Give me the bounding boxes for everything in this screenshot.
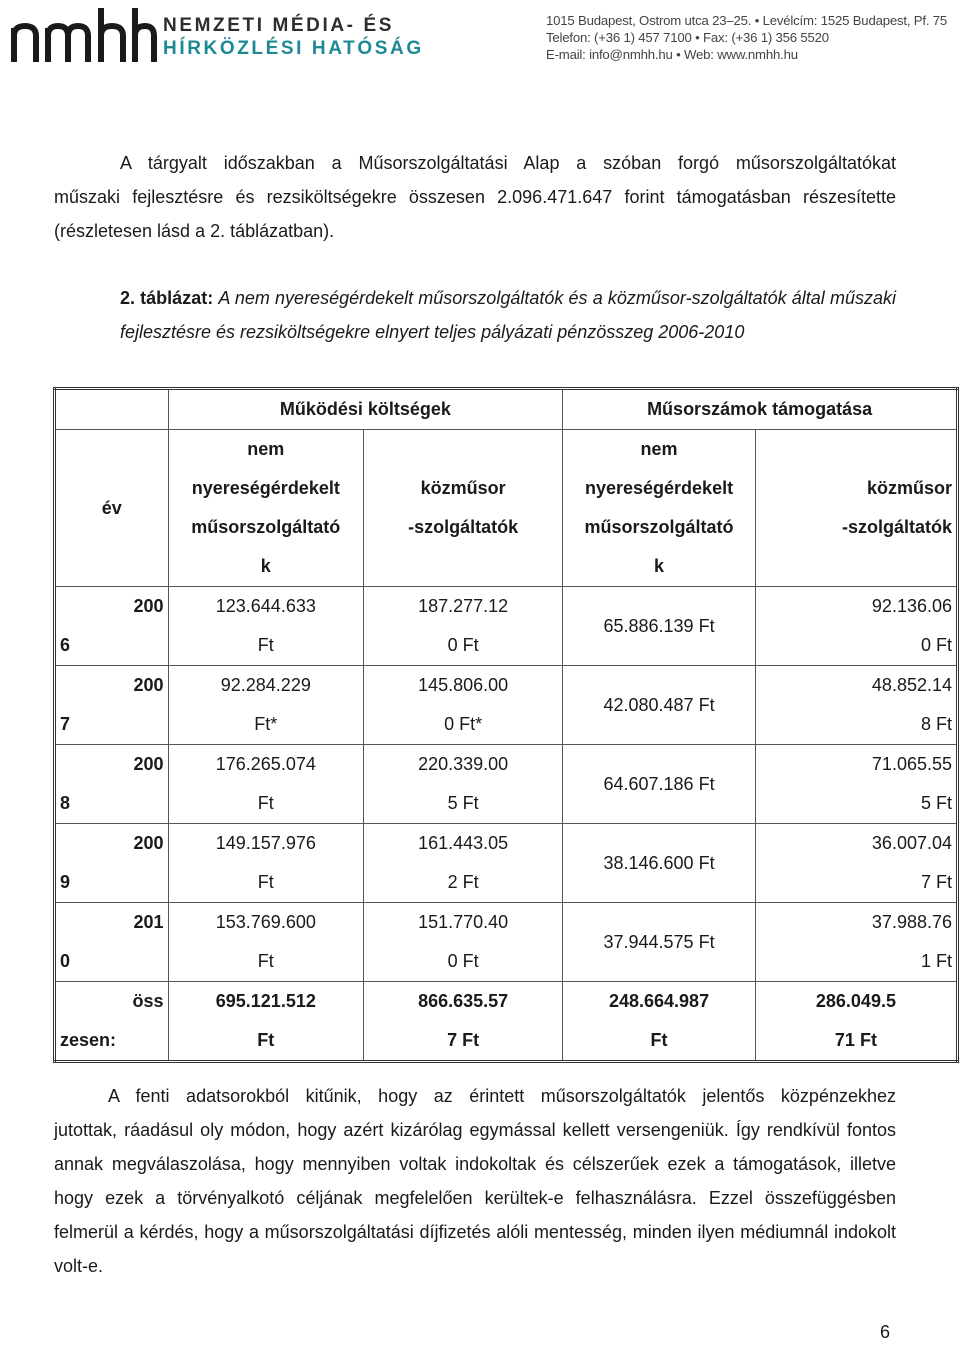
col-header-public-op: közműsor -szolgáltatók [364,430,563,587]
nmhh-logo [8,4,158,68]
intro-line-1: A tárgyalt időszakban a Műsorszolgáltatási Alap a szóban forgó műsorszolgáltatókat [120,153,896,173]
operating-public-cell: 145.806.00 0 Ft* [364,666,563,745]
page-number: 6 [880,1322,891,1342]
closing-rest: jutottak, ráadásul oly módon, hogy azért kizárólag egymással kellett versengeniük. Így rendkívül fontos annak megválaszolása, hogy mennyiben voltak indokoltak és célszerűek ezek a támogatások, illetve hogy ezek a törvényalkotó céljának megfelelően kerültek-e felhasználásra. Ezzel összefüggésben felmerül a kérdés, hogy a műsorszolgáltatási díjfizetés alóli mentesség, minden ilyen médiumnál indokolt volt-e. [54,1120,896,1276]
col-header-public-prog: közműsor -szolgáltatók [755,430,957,587]
total-programs-public: 286.049.5 71 Ft [755,982,957,1062]
organization-name [163,14,424,60]
table-row [55,666,958,745]
year-cell: 201 0 [55,903,169,982]
table-row [55,903,958,982]
year-cell: 200 6 [55,587,169,666]
table-group-header-row [55,389,958,430]
caption-text: A nem nyereségérdekelt műsorszolgáltatók és a közműsor-szolgáltatók által műszaki fejlesztésre és rezsiköltségekre elnyert teljes pályázati pénzösszeg 2006-2010 [120,288,896,342]
operating-nonprofit-cell: 92.284.229 Ft* [168,666,364,745]
letterhead [0,0,960,80]
group-header-programs: Műsorszámok támogatása [563,389,958,430]
operating-public-cell: 151.770.40 0 Ft [364,903,563,982]
contact-address: 1015 Budapest, Ostrom utca 23–25. • Levélcím: 1525 Budapest, Pf. 75 [546,13,948,28]
org-line-1: NEMZETI MÉDIA- ÉS [163,15,395,36]
programs-nonprofit-cell: 65.886.139 Ft [563,587,756,666]
svg-text:nmhh: nmhh [8,4,11,5]
year-cell: 200 7 [55,666,169,745]
contact-email-web: E-mail: info@nmhh.hu • Web: www.nmhh.hu [546,46,798,62]
programs-public-cell: 71.065.55 5 Ft [755,745,957,824]
operating-nonprofit-cell: 176.265.074 Ft [168,745,364,824]
table-row [55,745,958,824]
col-header-nonprofit-prog: nem nyereségérdekelt műsorszolgáltató k [563,430,756,587]
programs-nonprofit-cell: 42.080.487 Ft [563,666,756,745]
contact-block [546,13,947,63]
total-operating-nonprofit: 695.121.512 Ft [168,982,364,1062]
table-total-row [55,982,958,1062]
total-programs-nonprofit: 248.664.987 Ft [563,982,756,1062]
group-header-operating: Működési költségek [168,389,563,430]
total-operating-public: 866.635.57 7 Ft [364,982,563,1062]
table-row [55,824,958,903]
intro-paragraph [54,146,896,248]
operating-public-cell: 187.277.12 0 Ft [364,587,563,666]
total-label-cell: öss zesen: [55,982,169,1062]
col-header-year: év [55,430,169,587]
operating-nonprofit-cell: 149.157.976 Ft [168,824,364,903]
programs-nonprofit-cell: 38.146.600 Ft [563,824,756,903]
operating-public-cell: 220.339.00 5 Ft [364,745,563,824]
programs-public-cell: 92.136.06 0 Ft [755,587,957,666]
programs-nonprofit-cell: 64.607.186 Ft [563,745,756,824]
closing-line-1: A fenti adatsorokból kitűnik, hogy az érintett műsorszolgáltatók jelentős közpénzekhez [108,1086,896,1106]
caption-number: 2. táblázat: [120,288,214,308]
programs-nonprofit-cell: 37.944.575 Ft [563,903,756,982]
col-header-nonprofit-op: nem nyereségérdekelt műsorszolgáltató k [168,430,364,587]
intro-rest: műszaki fejlesztésre és rezsiköltségekre összesen 2.096.471.647 forint támogatásban részesítette (részletesen lásd a 2. táblázatban). [54,187,896,241]
funding-table [53,387,959,1063]
operating-nonprofit-cell: 123.644.633 Ft [168,587,364,666]
programs-public-cell: 36.007.04 7 Ft [755,824,957,903]
table-row [55,587,958,666]
contact-phone: Telefon: (+36 1) 457 7100 • Fax: (+36 1) 356 5520 [546,29,829,45]
year-cell: 200 8 [55,745,169,824]
operating-public-cell: 161.443.05 2 Ft [364,824,563,903]
closing-paragraph [54,1079,896,1283]
table-caption [120,281,896,349]
operating-nonprofit-cell: 153.769.600 Ft [168,903,364,982]
org-line-2: HÍRKÖZLÉSI HATÓSÁG [163,38,424,59]
programs-public-cell: 48.852.14 8 Ft [755,666,957,745]
year-cell: 200 9 [55,824,169,903]
table-column-header-row [55,430,958,587]
programs-public-cell: 37.988.76 1 Ft [755,903,957,982]
